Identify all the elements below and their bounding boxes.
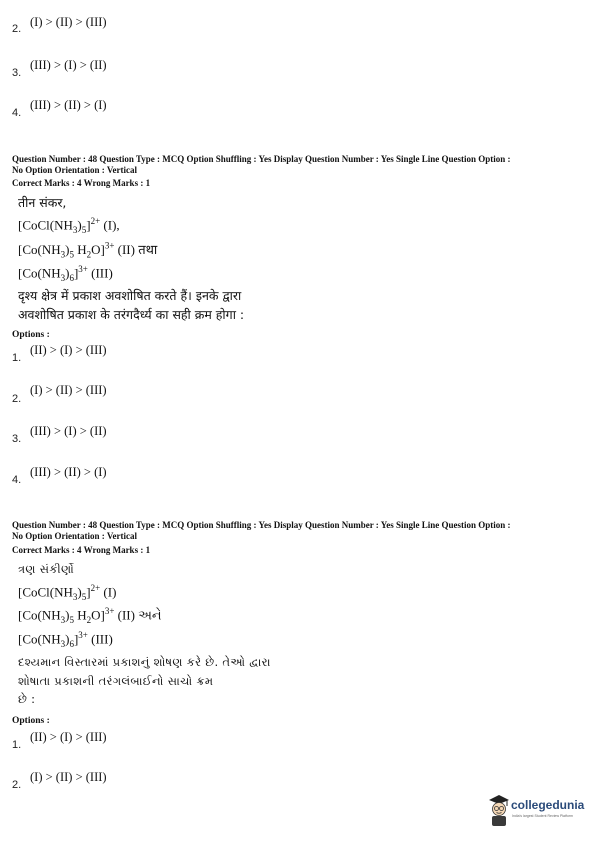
q2-text-line2: શોષાતા પ્રકાશની તરંગલંબાઈનો સાચો ક્રમ: [18, 674, 214, 688]
q1-option-1-text: (II) > (I) > (III): [30, 343, 107, 357]
top-option-3-text: (III) > (I) > (II): [30, 58, 107, 72]
top-option-4-number: 4.: [12, 107, 22, 119]
q2-marks: Correct Marks : 4 Wrong Marks : 1: [12, 545, 151, 555]
logo-wordmark: collegedunia: [511, 798, 585, 812]
q2-complex-3: $[Co(NH_3)_6]^{3+}$ (III): [18, 630, 113, 649]
q2-options-label: Options :: [12, 716, 50, 726]
q2-option-2-number: 2.: [12, 779, 22, 791]
q2-option-2-text: (I) > (II) > (III): [30, 770, 107, 784]
collegedunia-logo: [487, 793, 587, 829]
q1-marks: Correct Marks : 4 Wrong Marks : 1: [12, 178, 151, 188]
q1-option-4-number: 4.: [12, 474, 22, 486]
logo-tagline: India's largest Student Review Platform: [512, 814, 573, 818]
q1-options-label: Options :: [12, 330, 50, 340]
q2-option-1-number: 1.: [12, 739, 22, 751]
q2-text-line3: છે :: [18, 692, 36, 706]
q1-text-line2: अवशोषित प्रकाश के तरंगदैर्ध्य का सही क्रम होगा :: [18, 307, 245, 322]
q2-meta: [12, 520, 587, 542]
q2-intro: ત્રણ સંકીર્ણો: [18, 562, 75, 576]
q1-complex-1: $[CoCl(NH_3)_5]^{2+}$ (I),: [18, 216, 120, 235]
q1-option-2-number: 2.: [12, 393, 22, 405]
q1-option-3-text: (III) > (I) > (II): [30, 424, 107, 438]
top-option-3-number: 3.: [12, 67, 22, 79]
q2-complex-2: [$Co(NH_3)_5$ $H_2O]^{3+}$ (II) અને: [18, 606, 162, 625]
q1-meta-line1: Question Number : 48 Question Type : MCQ Option Shuffling : Yes Display Question Number : Yes Single Line Question Option :: [12, 154, 511, 164]
q2-complex-1: $[CoCl(NH_3)_5]^{2+}$ (I): [18, 583, 117, 602]
q1-option-2-text: (I) > (II) > (III): [30, 383, 107, 397]
q2-meta-line2: No Option Orientation : Vertical: [12, 531, 137, 541]
top-option-4-text: (III) > (II) > (I): [30, 98, 107, 112]
top-option-2-number: 2.: [12, 23, 22, 35]
q1-meta-line2: No Option Orientation : Vertical: [12, 165, 137, 175]
q1-complex-3: $[Co(NH_3)_6]^{3+}$ (III): [18, 264, 113, 283]
q1-intro: तीन संकर,: [18, 195, 67, 210]
q2-option-1-text: (II) > (I) > (III): [30, 730, 107, 744]
top-option-2-text: (I) > (II) > (III): [30, 15, 107, 29]
q1-option-1-number: 1.: [12, 352, 22, 364]
q1-complex-2: [$Co(NH_3)_5$ $H_2O]^{3+}$ (II) तथा: [18, 240, 158, 260]
student-mascot-icon: [487, 793, 511, 827]
q2-text-line1: દશ્યમાન વિસ્તારમાં પ્રકાશનું શોષણ કરે છે. તેઓ દ્વારા: [18, 655, 271, 669]
q2-meta-line1: Question Number : 48 Question Type : MCQ Option Shuffling : Yes Display Question Number : Yes Single Line Question Option :: [12, 520, 511, 530]
q1-option-4-text: (III) > (II) > (I): [30, 465, 107, 479]
q1-option-3-number: 3.: [12, 433, 22, 445]
q1-meta: [12, 154, 587, 176]
q1-text-line1: दृश्य क्षेत्र में प्रकाश अवशोषित करते हैं। इनके द्वारा: [18, 288, 242, 303]
